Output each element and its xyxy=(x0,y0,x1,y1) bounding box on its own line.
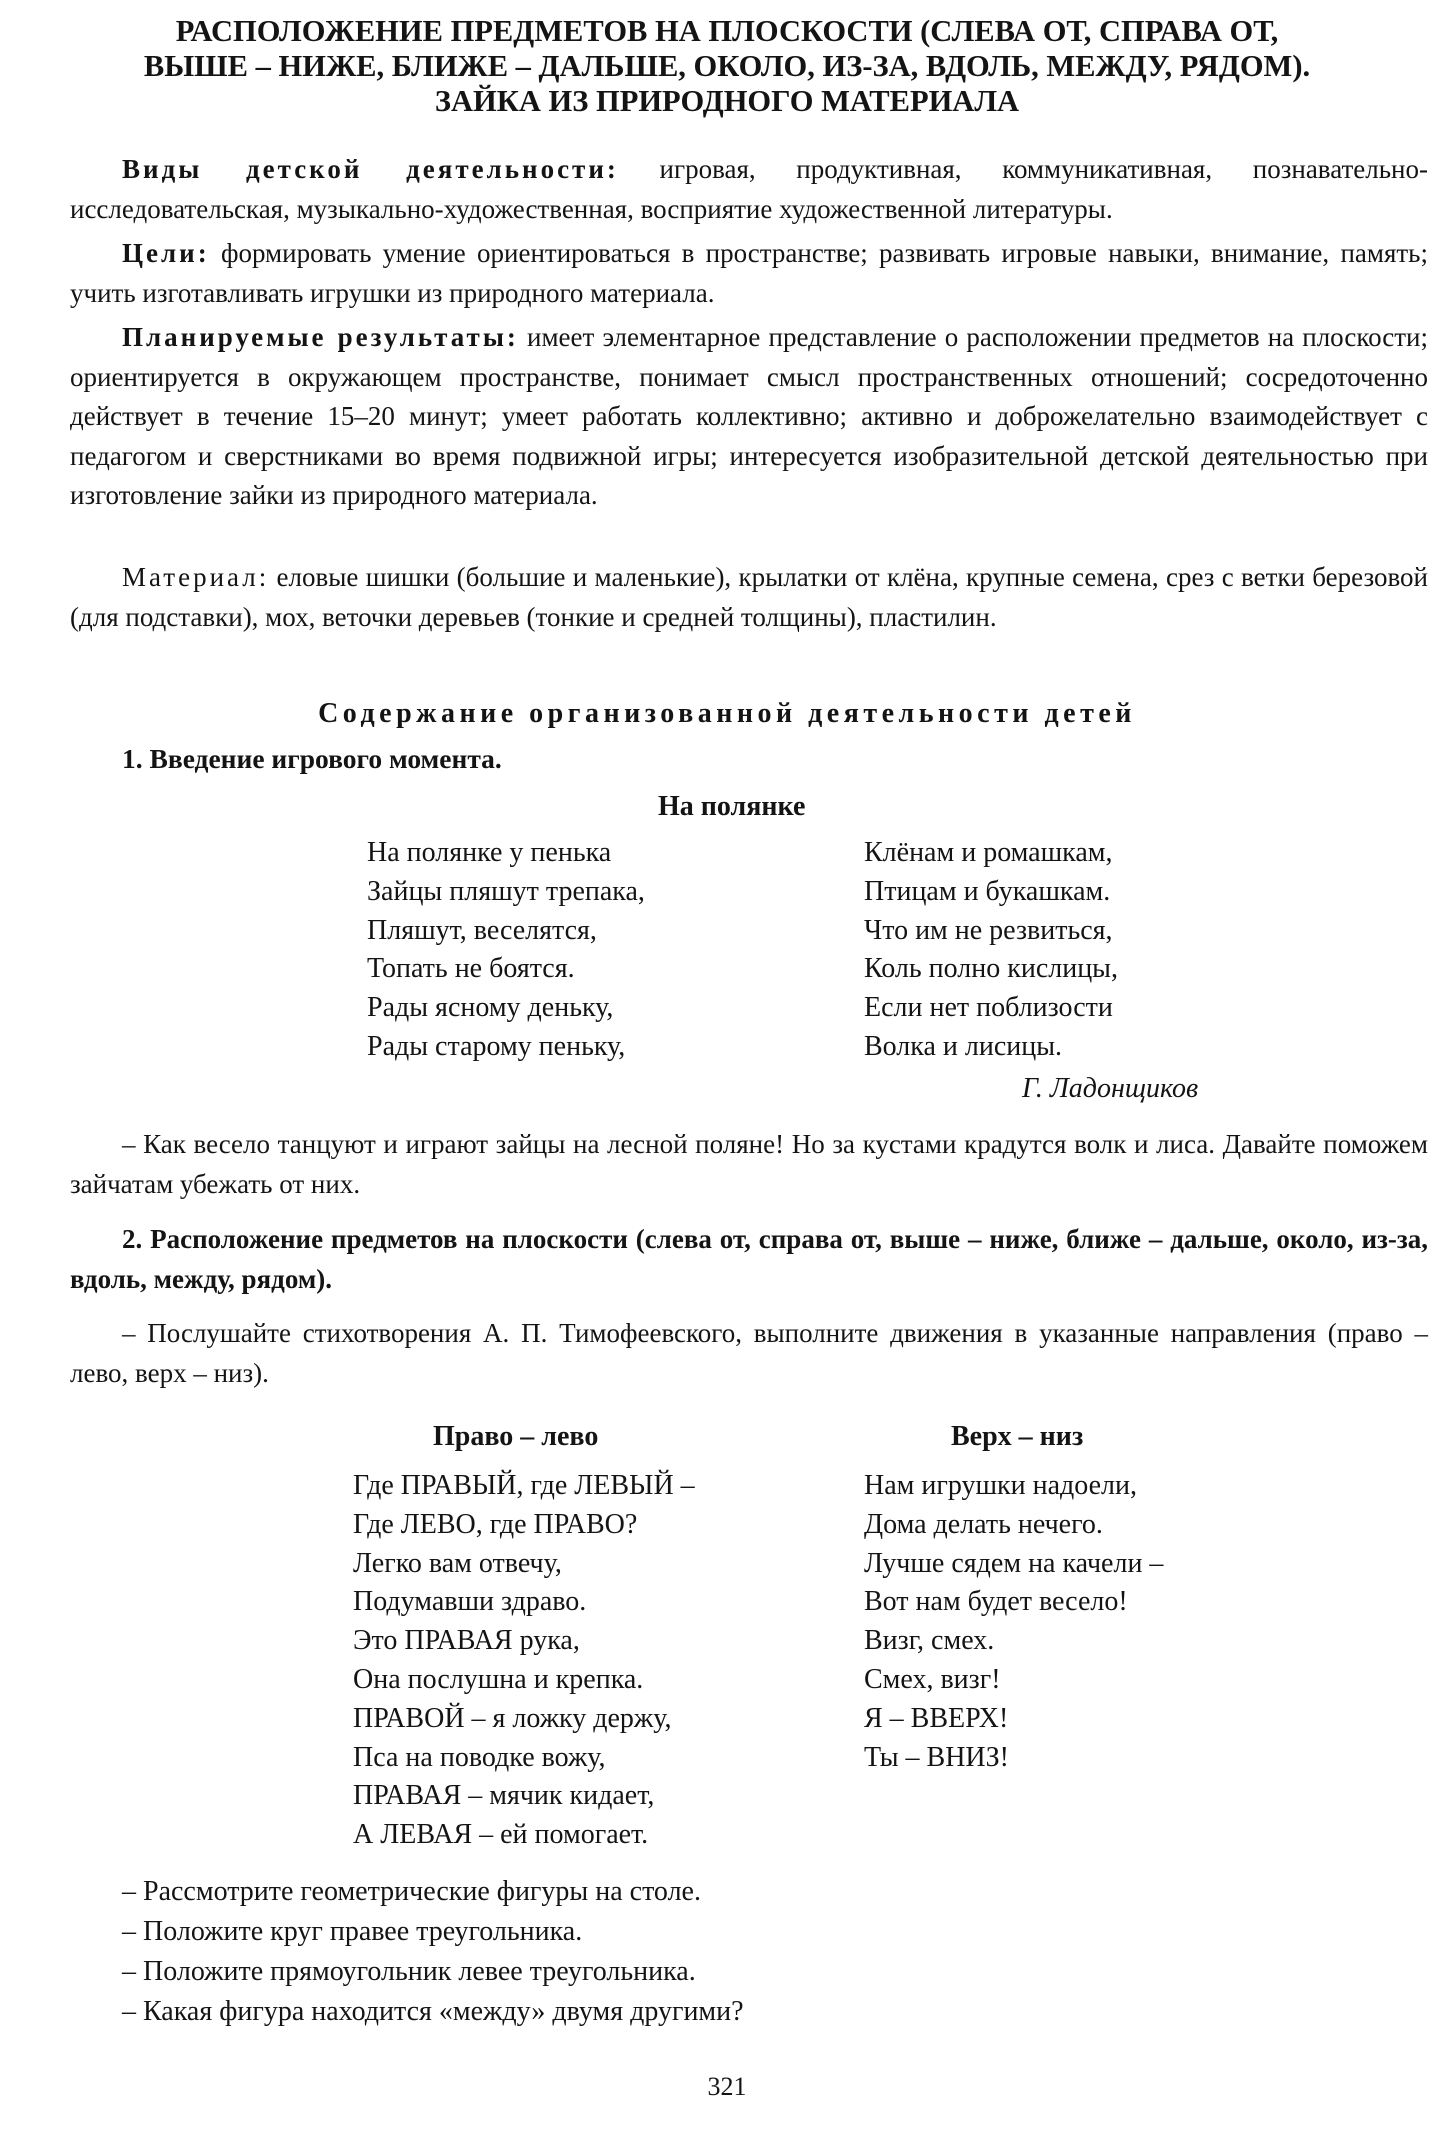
poem-title-na-polyanke: На полянке xyxy=(658,791,806,822)
title-line-2: ВЫШЕ – НИЖЕ, БЛИЖЕ – ДАЛЬШЕ, ОКОЛО, ИЗ-ЗА, ВДОЛЬ, МЕЖДУ, РЯДОМ). xyxy=(143,49,1311,83)
poem-na-polyanke-right xyxy=(864,834,1118,1067)
goals-label: Цели: xyxy=(122,238,210,268)
task-line-1: – Рассмотрите геометрические фигуры на столе. xyxy=(122,1876,701,1907)
poem-line: Визг, смех. xyxy=(864,1625,995,1657)
poem-title-pravo-levo: Право – лево xyxy=(433,1421,599,1452)
activities-text: игровая, продуктивная, коммуникативная, познавательно-исследовательская, музыкально-художественная, восприятие художественной литературы. xyxy=(70,154,1428,224)
poem-na-polyanke-left xyxy=(367,834,645,1067)
poem-line: ПРАВОЙ – я ложку держу, xyxy=(353,1702,672,1734)
poem-line: Рады старому пеньку, xyxy=(367,1030,626,1062)
poem-line: Зайцы пляшут трепака, xyxy=(367,875,645,907)
page-number: 321 xyxy=(707,2072,747,2101)
section-1-text: – Как весело танцуют и играют зайцы на лесной поляне! Но за кустами крадутся волк и лиса. Давайте поможем зайчатам убежать от них. xyxy=(70,1129,1428,1199)
poem-line: Пса на поводке вожу, xyxy=(353,1741,606,1773)
poem-line: Топать не боятся. xyxy=(367,953,575,985)
poem-line: А ЛЕВАЯ – ей помогает. xyxy=(353,1819,649,1851)
poem-line: Пляшут, веселятся, xyxy=(367,914,597,946)
results-paragraph xyxy=(70,318,1428,516)
poem-line: Нам игрушки надоели, xyxy=(864,1470,1137,1501)
content-heading: Содержание организованной деятельности детей xyxy=(318,698,1136,729)
poem-line: Если нет поблизости xyxy=(864,992,1113,1024)
poem-line: Лучше сядем на качели – xyxy=(864,1547,1164,1579)
section-2-text: – Послушайте стихотворения А. П. Тимофеевского, выполните движения в указанные направления (право – лево, верх – низ). xyxy=(70,1318,1428,1388)
task-line-4: – Какая фигура находится «между» двумя другими? xyxy=(122,1996,744,2027)
poem-line: Что им не резвиться, xyxy=(864,914,1113,946)
poem-line: Ты – ВНИЗ! xyxy=(864,1741,1009,1773)
poem-verkh-niz xyxy=(864,1467,1163,1777)
poem-line: Вот нам будет весело! xyxy=(864,1586,1128,1618)
goals-paragraph xyxy=(70,234,1428,313)
poem-line: Рады ясному деньку, xyxy=(367,992,614,1024)
title-line-1: РАСПОЛОЖЕНИЕ ПРЕДМЕТОВ НА ПЛОСКОСТИ (СЛЕВА ОТ, СПРАВА ОТ, xyxy=(175,14,1279,48)
goals-text: формировать умение ориентироваться в пространстве; развивать игровые навыки, внимание, память; учить изготавливать игрушки из природного материала. xyxy=(70,238,1428,308)
results-label: Планируемые результаты: xyxy=(122,322,519,352)
poem-line: Я – ВВЕРХ! xyxy=(864,1702,1009,1734)
poem-author: Г. Ладонщиков xyxy=(1022,1073,1199,1104)
document-title xyxy=(40,14,1414,119)
activities-label: Виды детской деятельности: xyxy=(122,154,619,184)
poem-line: Где ПРАВЫЙ, где ЛЕВЫЙ – xyxy=(353,1470,695,1501)
activities-paragraph xyxy=(70,150,1428,229)
poem-line: Коль полно кислицы, xyxy=(864,953,1118,985)
poem-line: Смех, визг! xyxy=(864,1663,1001,1695)
poem-pravo-levo xyxy=(353,1467,695,1855)
poem-line: Она послушна и крепка. xyxy=(353,1663,644,1695)
title-line-3: ЗАЙКА ИЗ ПРИРОДНОГО МАТЕРИАЛА xyxy=(434,84,1020,118)
poem-line: Это ПРАВАЯ рука, xyxy=(353,1625,580,1657)
material-label: Материал: xyxy=(122,562,270,592)
material-paragraph xyxy=(70,558,1428,637)
poem-line: Легко вам отвечу, xyxy=(353,1547,562,1579)
task-line-2: – Положите круг правее треугольника. xyxy=(122,1916,583,1947)
poem-line: Дома делать нечего. xyxy=(864,1508,1103,1540)
poem-title-verkh-niz: Верх – низ xyxy=(951,1421,1084,1452)
poem-line: Птицам и букашкам. xyxy=(864,875,1111,907)
poem-line: На полянке у пенька xyxy=(367,837,612,868)
task-line-3: – Положите прямоугольник левее треугольника. xyxy=(122,1956,696,1987)
poem-line: ПРАВАЯ – мячик кидает, xyxy=(353,1780,655,1812)
poem-line: Подумавши здраво. xyxy=(353,1586,587,1618)
results-text: имеет элементарное представление о расположении предметов на плоскости; ориентируется в окружающем пространстве, понимает смысл пространственных отношений; сосредоточенно действует в течение 15–20 минут; умеет работать коллективно; активно и доброжелательно взаимодействует с педагогом и сверстниками во время подвижной игры; интересуется изобразительной детской деятельностью при изготовление зайки из природного материала. xyxy=(70,322,1428,510)
section-2-heading: 2. Расположение предметов на плоскости (слева от, справа от, выше – ниже, ближе – дальше, около, из-за, вдоль, между, рядом). xyxy=(70,1224,1428,1294)
poem-line: Волка и лисицы. xyxy=(864,1030,1063,1062)
section-1-heading: 1. Введение игрового момента. xyxy=(122,743,502,774)
poem-line: Где ЛЕВО, где ПРАВО? xyxy=(353,1508,638,1540)
material-text: еловые шишки (большие и маленькие), крылатки от клёна, крупные семена, срез с ветки березовой (для подставки), мох, веточки деревьев (тонкие и средней толщины), пластилин. xyxy=(70,562,1428,632)
poem-line: Клёнам и ромашкам, xyxy=(864,837,1113,868)
